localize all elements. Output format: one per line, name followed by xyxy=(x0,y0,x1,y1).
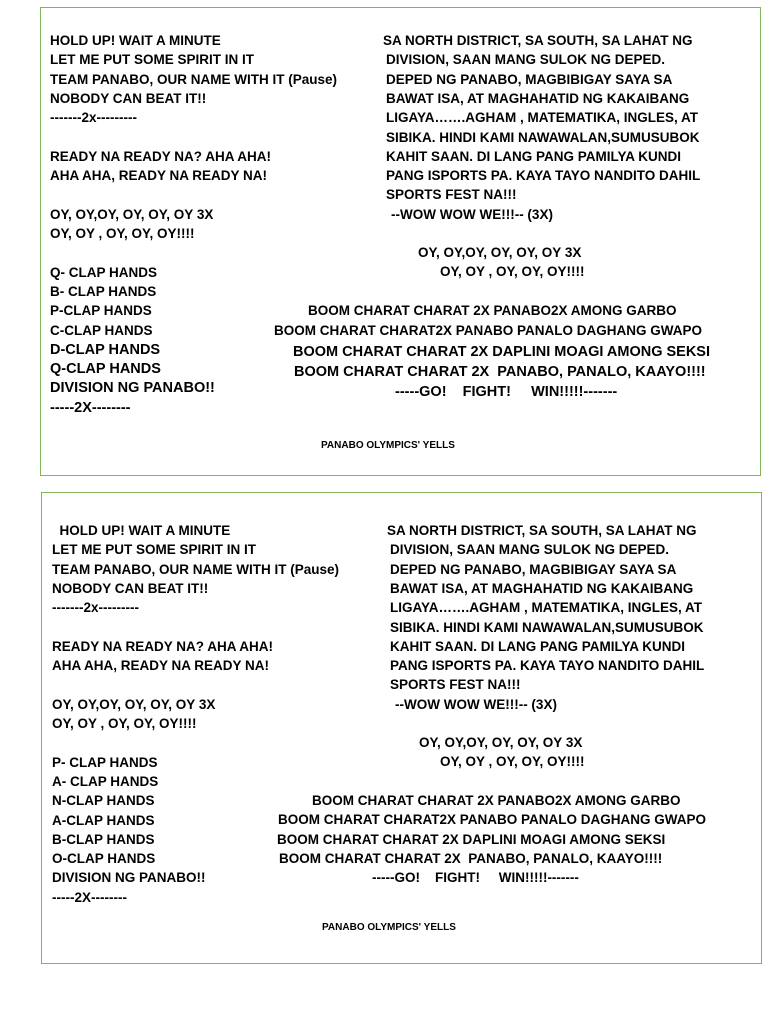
right-verse-line: SA NORTH DISTRICT, SA SOUTH, SA LAHAT NG xyxy=(383,33,693,48)
right-verse-line: BAWAT ISA, AT MAGHAHATID NG KAKAIBANG xyxy=(390,580,694,596)
right-verse-line: --WOW WOW WE!!!-- (3X) xyxy=(395,696,557,712)
right-verse-line: PANG ISPORTS PA. KAYA TAYO NANDITO DAHIL xyxy=(386,168,701,184)
left-verse-line: -----2X-------- xyxy=(52,889,127,905)
boom-line: BOOM CHARAT CHARAT 2X PANABO2X AMONG GARBO xyxy=(312,793,681,808)
left-verse-line: P- CLAP HANDS xyxy=(52,754,158,770)
left-verse-line: HOLD UP! WAIT A MINUTE xyxy=(50,33,221,48)
left-verse-line: READY NA READY NA? AHA AHA! xyxy=(50,148,272,164)
right-verse-line: SPORTS FEST NA!!! xyxy=(390,677,521,693)
right-verse-line: DIVISION, SAAN MANG SULOK NG DEPED. xyxy=(390,542,670,558)
left-verse-line: N-CLAP HANDS xyxy=(52,793,155,809)
left-verse-line: TEAM PANABO, OUR NAME WITH IT (Pause) xyxy=(50,71,338,87)
left-verse-line: A- CLAP HANDS xyxy=(52,773,159,789)
card-footer-title: PANABO OLYMPICS' YELLS xyxy=(322,922,456,933)
right-verse-line: LIGAYA…….AGHAM , MATEMATIKA, INGLES, AT xyxy=(390,600,703,616)
left-verse-line: O-CLAP HANDS xyxy=(52,851,156,867)
left-verse-line: OY, OY , OY, OY, OY!!!! xyxy=(50,226,195,241)
chant-line: OY, OY , OY, OY, OY!!!! xyxy=(440,754,585,770)
right-verse-line: BAWAT ISA, AT MAGHAHATID NG KAKAIBANG xyxy=(386,90,690,106)
left-verse-line: C-CLAP HANDS xyxy=(50,322,153,338)
left-verse-line: OY, OY,OY, OY, OY, OY 3X xyxy=(52,696,216,712)
left-verse-line: P-CLAP HANDS xyxy=(50,303,152,319)
boom-line: -----GO! FIGHT! WIN!!!!!------- xyxy=(395,384,618,401)
right-verse-line: DEPED NG PANABO, MAGBIBIGAY SAYA SA xyxy=(386,71,673,87)
chant-line: OY, OY,OY, OY, OY, OY 3X xyxy=(419,735,583,750)
right-verse-line: --WOW WOW WE!!!-- (3X) xyxy=(391,206,553,222)
left-verse-line: -----2X-------- xyxy=(50,399,131,416)
left-verse-line: LET ME PUT SOME SPIRIT IN IT xyxy=(50,52,255,68)
left-verse-line: OY, OY , OY, OY, OY!!!! xyxy=(52,716,197,731)
left-verse-line: AHA AHA, READY NA READY NA! xyxy=(50,168,268,184)
boom-line: BOOM CHARAT CHARAT 2X DAPLINI MOAGI AMONG SEKSI xyxy=(277,831,666,847)
yell-card-2 xyxy=(41,492,762,964)
right-verse-line: SIBIKA. HINDI KAMI NAWAWALAN,SUMUSUBOK xyxy=(390,619,704,635)
card-footer-title: PANABO OLYMPICS' YELLS xyxy=(321,440,455,451)
left-verse-line: B- CLAP HANDS xyxy=(50,283,157,299)
boom-line: BOOM CHARAT CHARAT 2X PANABO2X AMONG GARBO xyxy=(308,303,677,318)
boom-line: BOOM CHARAT CHARAT2X PANABO PANALO DAGHANG GWAPO xyxy=(274,323,702,339)
right-verse-line: KAHIT SAAN. DI LANG PANG PAMILYA KUNDI xyxy=(386,148,682,164)
boom-line: BOOM CHARAT CHARAT2X PANABO PANALO DAGHANG GWAPO xyxy=(278,812,706,828)
left-verse-line: READY NA READY NA? AHA AHA! xyxy=(52,638,274,654)
left-verse-line: D-CLAP HANDS xyxy=(50,341,161,358)
chant-line: OY, OY , OY, OY, OY!!!! xyxy=(440,264,585,280)
boom-line: BOOM CHARAT CHARAT 2X DAPLINI MOAGI AMONG SEKSI xyxy=(293,343,711,360)
right-verse-line: SA NORTH DISTRICT, SA SOUTH, SA LAHAT NG xyxy=(387,523,697,538)
left-verse-line: Q-CLAP HANDS xyxy=(50,361,161,378)
boom-line: -----GO! FIGHT! WIN!!!!!------- xyxy=(372,870,579,886)
right-verse-line: SIBIKA. HINDI KAMI NAWAWALAN,SUMUSUBOK xyxy=(386,129,700,145)
left-verse-line: NOBODY CAN BEAT IT!! xyxy=(52,580,209,596)
boom-line: BOOM CHARAT CHARAT 2X PANABO, PANALO, KAAYO!!!! xyxy=(294,363,706,380)
left-verse-line: TEAM PANABO, OUR NAME WITH IT (Pause) xyxy=(52,561,340,577)
right-verse-line: SPORTS FEST NA!!! xyxy=(386,187,517,203)
left-verse-line: DIVISION NG PANABO!! xyxy=(50,380,215,397)
right-verse-line: KAHIT SAAN. DI LANG PANG PAMILYA KUNDI xyxy=(390,638,686,654)
boom-line: BOOM CHARAT CHARAT 2X PANABO, PANALO, KAAYO!!!! xyxy=(279,850,663,866)
left-verse-line: HOLD UP! WAIT A MINUTE xyxy=(52,523,231,538)
right-verse-line: DEPED NG PANABO, MAGBIBIGAY SAYA SA xyxy=(390,561,677,577)
left-verse-line: NOBODY CAN BEAT IT!! xyxy=(50,90,207,106)
left-verse-line: A-CLAP HANDS xyxy=(52,812,155,828)
left-verse-line: AHA AHA, READY NA READY NA! xyxy=(52,658,270,674)
right-verse-line: PANG ISPORTS PA. KAYA TAYO NANDITO DAHIL xyxy=(390,658,705,674)
left-verse-line: B-CLAP HANDS xyxy=(52,831,155,847)
right-verse-line: DIVISION, SAAN MANG SULOK NG DEPED. xyxy=(386,52,666,68)
yell-card-1 xyxy=(40,7,761,476)
right-verse-line: LIGAYA…….AGHAM , MATEMATIKA, INGLES, AT xyxy=(386,110,699,126)
left-verse-line: OY, OY,OY, OY, OY, OY 3X xyxy=(50,206,214,222)
left-verse-line: Q- CLAP HANDS xyxy=(50,264,158,280)
left-verse-line: -------2x--------- xyxy=(50,110,137,126)
left-verse-line: LET ME PUT SOME SPIRIT IN IT xyxy=(52,542,257,558)
chant-line: OY, OY,OY, OY, OY, OY 3X xyxy=(418,245,582,260)
left-verse-line: -------2x--------- xyxy=(52,600,139,616)
left-verse-line: DIVISION NG PANABO!! xyxy=(52,870,206,886)
